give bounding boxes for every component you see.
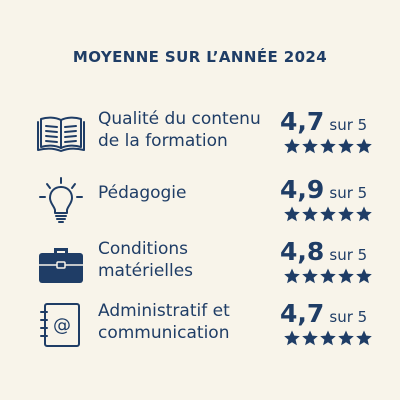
criterion-label-line-1: Qualité du contenu [98, 109, 261, 129]
star-icon [356, 139, 372, 154]
star-icon [356, 269, 372, 284]
rating-row-content-quality [0, 108, 400, 168]
score-value: 4,7 [280, 107, 325, 136]
score-value: 4,8 [280, 237, 325, 266]
star-icon [356, 331, 372, 346]
score-unit: sur 5 [329, 246, 368, 264]
star-icon [320, 269, 336, 284]
criterion-label-line-1: Conditions [98, 239, 188, 259]
criterion-label [98, 182, 278, 204]
star-icon [284, 207, 300, 222]
star-icon [338, 207, 354, 222]
criterion-label-line-2: communication [98, 323, 230, 343]
rating-row-administration-communication [0, 300, 400, 360]
score-value: 4,7 [280, 299, 325, 328]
criterion-label-line-1: Administratif et [98, 301, 230, 321]
at-sign-notebook-icon [36, 300, 86, 350]
star-icon [302, 139, 318, 154]
star-icon [338, 139, 354, 154]
rating-row-pedagogy [0, 176, 400, 236]
score-unit: sur 5 [329, 116, 368, 134]
score-block [280, 238, 376, 268]
star-rating [284, 138, 374, 154]
criterion-label [98, 108, 278, 152]
score-block [280, 176, 376, 206]
briefcase-icon [36, 238, 86, 288]
star-icon [284, 331, 300, 346]
score-value: 4,9 [280, 175, 325, 204]
open-book-icon [36, 108, 86, 158]
criterion-label [98, 300, 278, 344]
lightbulb-icon [36, 176, 86, 226]
star-rating [284, 268, 374, 284]
star-rating [284, 206, 374, 222]
score-unit: sur 5 [329, 184, 368, 202]
criterion-label [98, 238, 278, 282]
criterion-label-line-1: Pédagogie [98, 183, 187, 203]
star-icon [338, 331, 354, 346]
star-rating [284, 330, 374, 346]
star-icon [302, 269, 318, 284]
star-icon [320, 331, 336, 346]
star-icon [338, 269, 354, 284]
score-block [280, 108, 376, 138]
star-icon [302, 207, 318, 222]
score-block [280, 300, 376, 330]
star-icon [284, 139, 300, 154]
svg-text:@: @ [53, 315, 71, 336]
star-icon [320, 139, 336, 154]
star-icon [356, 207, 372, 222]
criterion-label-line-2: matérielles [98, 261, 194, 281]
star-icon [284, 269, 300, 284]
star-icon [320, 207, 336, 222]
star-icon [302, 331, 318, 346]
page-title: MOYENNE SUR L’ANNÉE 2024 [72, 48, 328, 66]
rating-row-material-conditions [0, 238, 400, 298]
score-unit: sur 5 [329, 308, 368, 326]
criterion-label-line-2: de la formation [98, 131, 228, 151]
